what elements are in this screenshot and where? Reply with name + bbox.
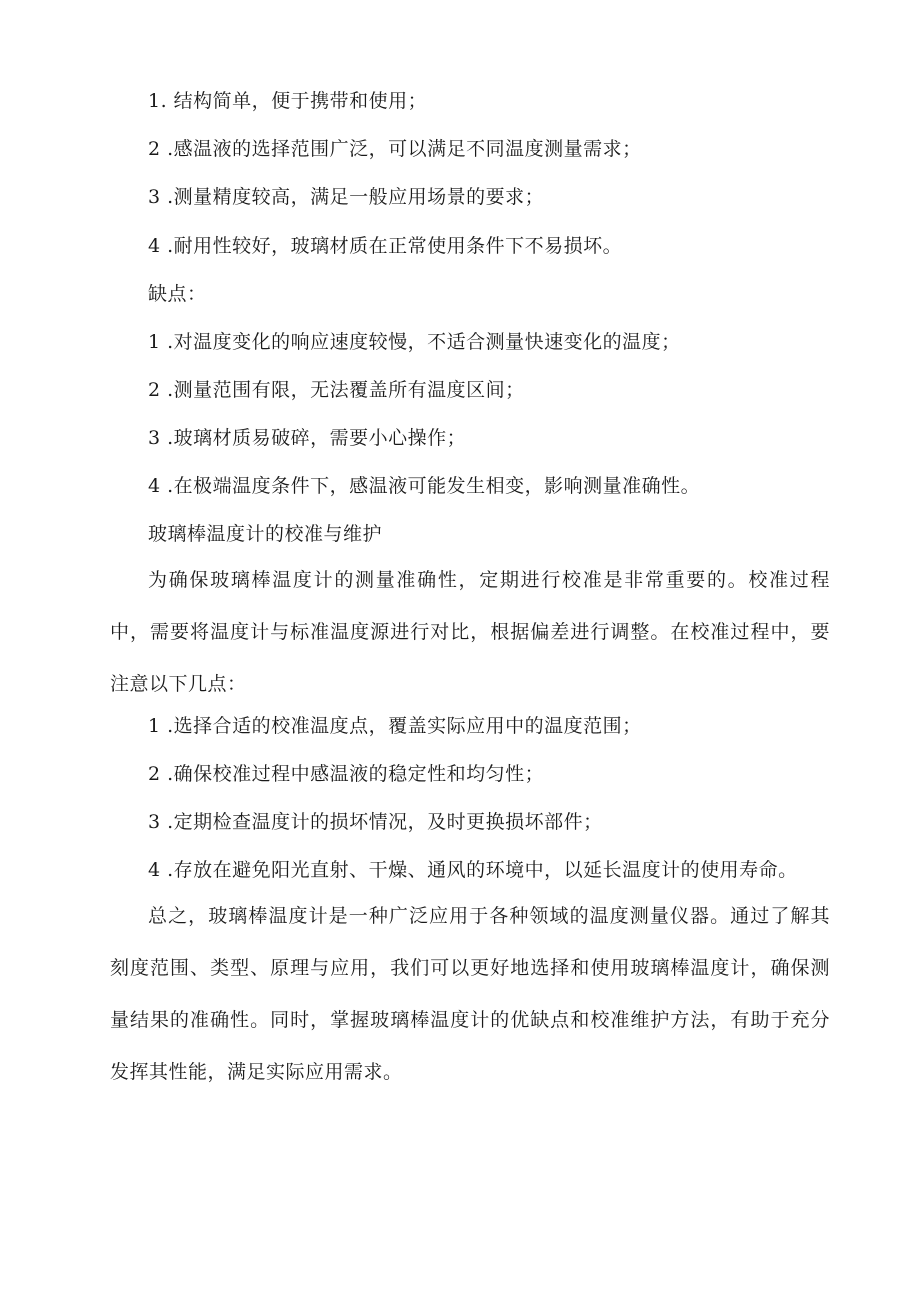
advantage-item-1: 1. 结构简单，便于携带和使用； bbox=[148, 90, 428, 112]
section-heading: 玻璃棒温度计的校准与维护 bbox=[148, 523, 383, 545]
disadvantage-item-2: 2 .测量范围有限，无法覆盖所有温度区间； bbox=[148, 379, 525, 401]
disadvantages-heading: 缺点： bbox=[148, 283, 207, 305]
advantage-item-2: 2 .感温液的选择范围广泛，可以满足不同温度测量需求； bbox=[148, 138, 642, 160]
calibration-point-4: 4 .存放在避免阳光直射、干燥、通风的环境中，以延长温度计的使用寿命。 bbox=[148, 859, 798, 881]
calibration-point-1: 1 .选择合适的校准温度点，覆盖实际应用中的温度范围； bbox=[148, 715, 642, 737]
calibration-point-3: 3 .定期检查温度计的损坏情况，及时更换损坏部件； bbox=[148, 811, 603, 833]
calibration-paragraph: 为确保玻璃棒温度计的测量准确性，定期进行校准是非常重要的。校准过程中，需要将温度计与标准温度源进行对比，根据偏差进行调整。在校准过程中，要注意以下几点： bbox=[110, 569, 830, 695]
calibration-point-2: 2 .确保校准过程中感温液的稳定性和均匀性； bbox=[148, 763, 545, 785]
disadvantage-item-4: 4 .在极端温度条件下，感温液可能发生相变，影响测量准确性。 bbox=[148, 475, 701, 497]
conclusion-paragraph: 总之，玻璃棒温度计是一种广泛应用于各种领域的温度测量仪器。通过了解其刻度范围、类型、原理与应用，我们可以更好地选择和使用玻璃棒温度计，确保测量结果的准确性。同时，掌握玻璃棒温度计的优缺点和校准维护方法，有助于充分发挥其性能，满足实际应用需求。 bbox=[110, 905, 830, 1083]
disadvantage-item-1: 1 .对温度变化的响应速度较慢，不适合测量快速变化的温度； bbox=[148, 331, 681, 353]
advantage-item-3: 3 .测量精度较高，满足一般应用场景的要求； bbox=[148, 186, 545, 208]
disadvantage-item-3: 3 .玻璃材质易破碎，需要小心操作； bbox=[148, 427, 467, 449]
advantage-item-4: 4 .耐用性较好，玻璃材质在正常使用条件下不易损坏。 bbox=[148, 235, 623, 257]
